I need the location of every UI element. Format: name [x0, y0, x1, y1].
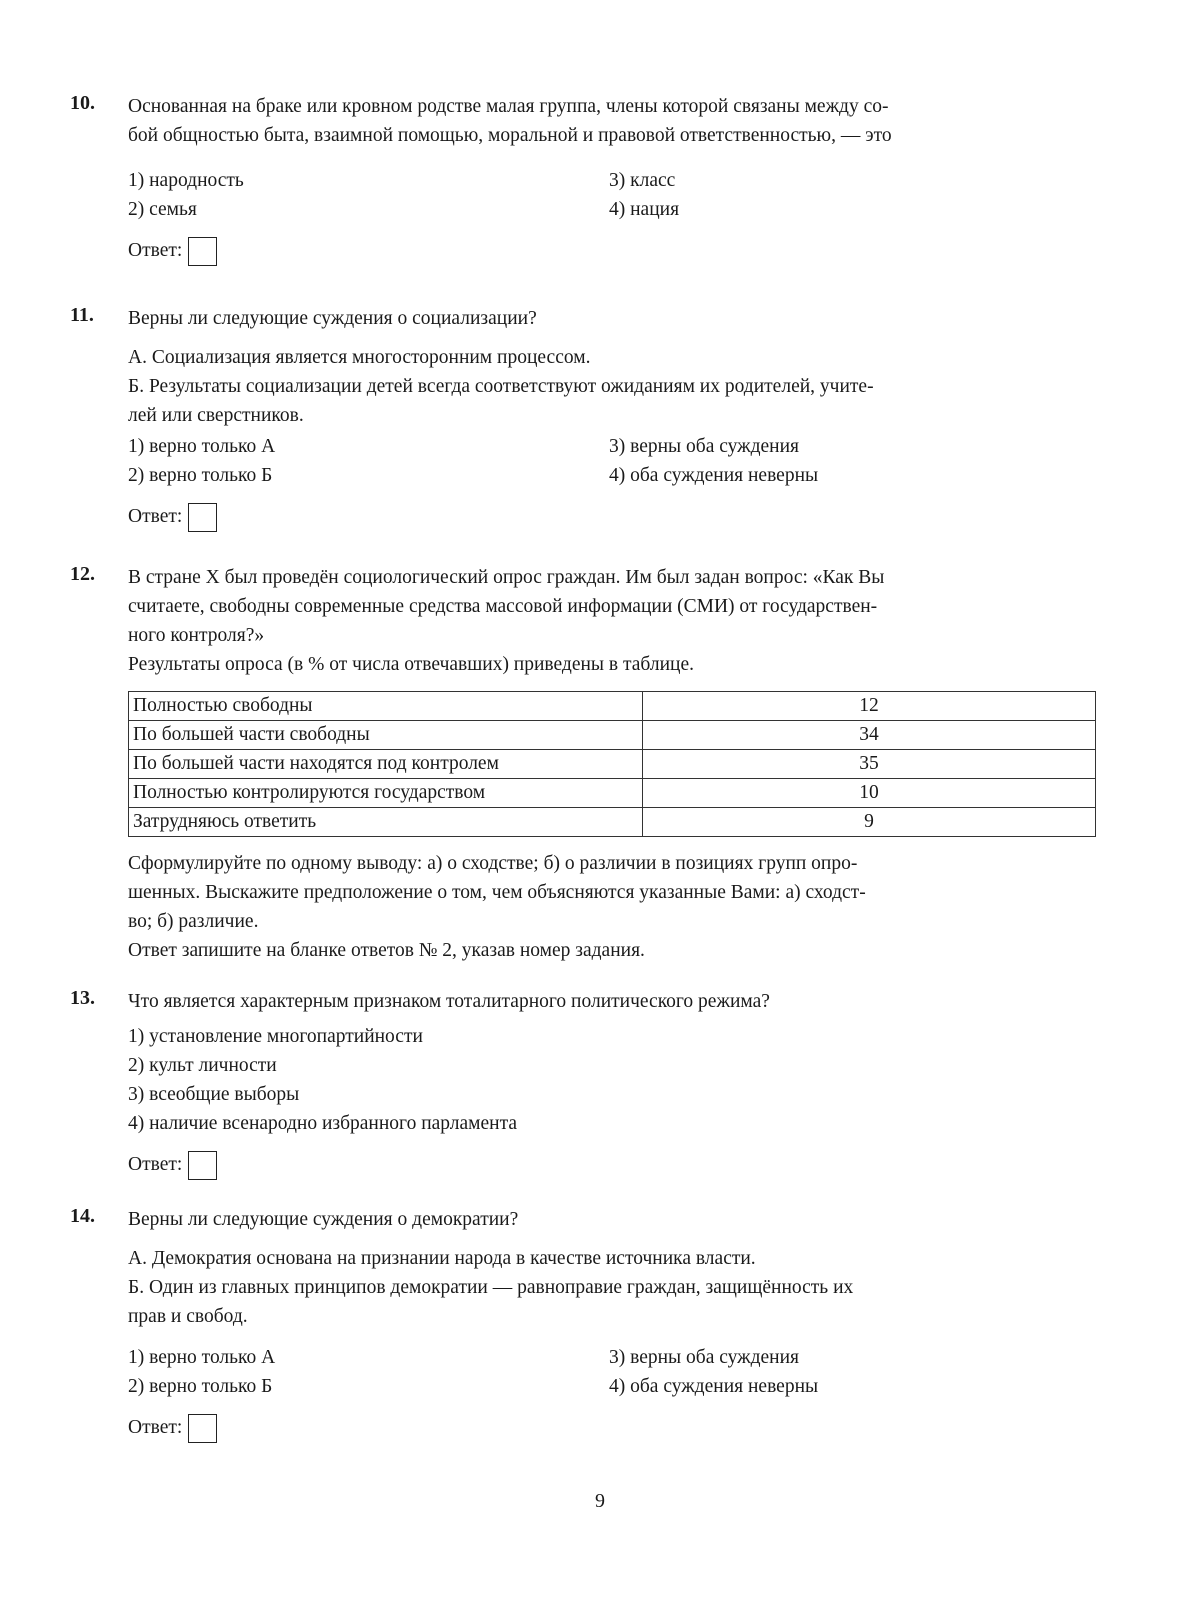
option-4[interactable]: 4) оба суждения неверны [609, 465, 819, 486]
question-text-line: Результаты опроса (в % от числа отвечавших) приведены в таблице. [128, 654, 694, 675]
option-2[interactable]: 2) семья [128, 199, 197, 220]
option-1[interactable]: 1) верно только А [128, 1347, 276, 1368]
answer-label: Ответ: [128, 1154, 183, 1175]
task-text-line: Сформулируйте по одному выводу: а) о сходстве; б) о различии в позициях групп опро- [128, 853, 858, 874]
option-1[interactable]: 1) установление многопартийности [128, 1026, 423, 1047]
task-text-line: Ответ запишите на бланке ответов № 2, указав номер задания. [128, 940, 645, 961]
table-cell-value: 10 [643, 779, 1096, 808]
task-text-line: шенных. Выскажите предположение о том, чем объясняются указанные Вами: а) сходст- [128, 882, 866, 903]
answer-box[interactable] [188, 1151, 217, 1180]
question-text-line: ного контроля?» [128, 625, 265, 646]
answer-row [128, 1413, 1090, 1443]
table-cell-value: 35 [643, 750, 1096, 779]
table-row [129, 750, 1096, 779]
option-4[interactable]: 4) наличие всенародно избранного парламента [128, 1113, 518, 1134]
question-number: 13. [70, 987, 95, 1009]
statement-a: А. Социализация является многосторонним процессом. [128, 347, 591, 368]
answer-box[interactable] [188, 503, 217, 532]
answer-box[interactable] [188, 237, 217, 266]
question-number: 10. [70, 92, 95, 114]
question-11 [70, 304, 1090, 532]
option-3[interactable]: 3) всеобщие выборы [128, 1084, 300, 1105]
statement-b-cont: прав и свобод. [128, 1306, 248, 1327]
answer-box[interactable] [188, 1414, 217, 1443]
answer-row [128, 1150, 1090, 1180]
table-cell-value: 12 [643, 692, 1096, 721]
table-cell-label: По большей части находятся под контролем [129, 750, 643, 779]
statement-b: Б. Результаты социализации детей всегда соответствуют ожиданиям их родителей, учите- [128, 376, 874, 397]
table-cell-label: Затрудняюсь ответить [129, 808, 643, 837]
answer-label: Ответ: [128, 240, 183, 261]
task-text-line: во; б) различие. [128, 911, 259, 932]
page-number: 9 [595, 1490, 605, 1512]
statement-b-cont: лей или сверстников. [128, 405, 304, 426]
question-10 [70, 92, 1090, 266]
question-number: 12. [70, 563, 95, 585]
question-number: 14. [70, 1205, 95, 1227]
table-row [129, 808, 1096, 837]
option-1[interactable]: 1) верно только А [128, 436, 276, 457]
answer-label: Ответ: [128, 1417, 183, 1438]
table-cell-value: 34 [643, 721, 1096, 750]
survey-results-table [128, 691, 1096, 837]
question-number: 11. [70, 304, 94, 326]
question-13 [70, 987, 1090, 1180]
option-2[interactable]: 2) верно только Б [128, 465, 273, 486]
option-2[interactable]: 2) культ личности [128, 1055, 277, 1076]
table-row [129, 721, 1096, 750]
answer-label: Ответ: [128, 506, 183, 527]
table-cell-value: 9 [643, 808, 1096, 837]
table-cell-label: Полностью свободны [129, 692, 643, 721]
table-row [129, 692, 1096, 721]
answer-row [128, 502, 1090, 532]
option-4[interactable]: 4) оба суждения неверны [609, 1376, 819, 1397]
option-2[interactable]: 2) верно только Б [128, 1376, 273, 1397]
table-cell-label: По большей части свободны [129, 721, 643, 750]
question-text-line: Верны ли следующие суждения о социализации? [128, 308, 537, 329]
option-3[interactable]: 3) класс [609, 170, 676, 191]
option-4[interactable]: 4) нация [609, 199, 680, 220]
statement-b: Б. Один из главных принципов демократии — равноправие граждан, защищённость их [128, 1277, 854, 1298]
question-text-line: считаете, свободны современные средства массовой информации (СМИ) от государствен- [128, 596, 878, 617]
question-text-line: Основанная на браке или кровном родстве малая группа, члены которой связаны между со- [128, 96, 889, 117]
question-text-line: Верны ли следующие суждения о демократии? [128, 1209, 519, 1230]
table-cell-label: Полностью контролируются государством [129, 779, 643, 808]
answer-row [128, 236, 1090, 266]
option-3[interactable]: 3) верны оба суждения [609, 1347, 800, 1368]
table-row [129, 779, 1096, 808]
question-text-line: Что является характерным признаком тоталитарного политического режима? [128, 991, 770, 1012]
option-3[interactable]: 3) верны оба суждения [609, 436, 800, 457]
question-text-line: В стране X был проведён социологический опрос граждан. Им был задан вопрос: «Как Вы [128, 567, 885, 588]
statement-a: А. Демократия основана на признании народа в качестве источника власти. [128, 1248, 756, 1269]
question-12 [70, 563, 1090, 965]
question-text-line: бой общностью быта, взаимной помощью, моральной и правовой ответственностью, — это [128, 125, 892, 146]
option-1[interactable]: 1) народность [128, 170, 244, 191]
question-14 [70, 1205, 1090, 1443]
